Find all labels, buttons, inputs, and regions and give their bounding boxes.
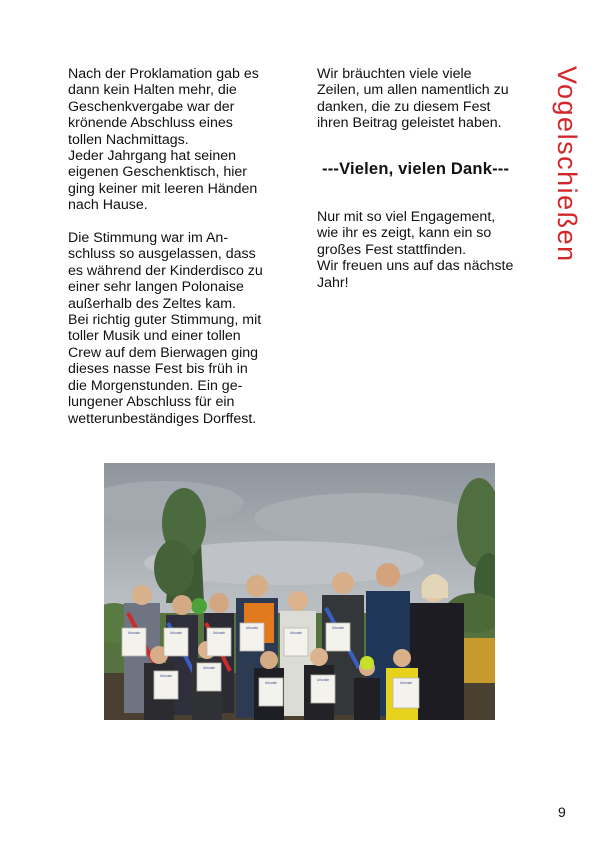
text-line: Jahr! — [317, 274, 349, 291]
text-line: Nur mit so viel Engagement, — [317, 209, 496, 225]
page-number: 9 — [558, 804, 566, 820]
text-line: danken, die zu diesem Fest — [317, 98, 491, 115]
text-line: ihren Beitrag geleistet haben. — [317, 115, 502, 132]
certificate-label: Urkunde — [212, 631, 226, 635]
text-line: die Morgenstunden. Ein ge- — [68, 377, 243, 394]
text-line: es während der Kinderdisco zu — [68, 262, 263, 279]
certificate-label: Urkunde — [169, 631, 183, 635]
text-line: Wir bräuchten viele viele — [317, 66, 472, 82]
text-line: krönende Abschluss eines — [68, 115, 233, 132]
text-line: außerhalb des Zeltes kam. — [68, 295, 236, 312]
text-line: wetterunbeständiges Dorffest. — [68, 410, 257, 427]
text-line: Jeder Jahrgang hat seinen — [68, 148, 237, 165]
certificate-label: Urkunde — [264, 681, 278, 685]
text-line: nach Hause. — [68, 197, 148, 214]
thanks-heading: ---Vielen, vielen Dank--- — [322, 160, 510, 178]
text-line: ging keiner mit leeren Händen — [68, 180, 258, 197]
text-line: Bei richtig guter Stimmung, mit — [68, 312, 262, 329]
certificate-label: Urkunde — [331, 626, 345, 630]
text-line: toller Musik und einer tollen — [68, 328, 241, 345]
text-line: einer sehr langen Polonaise — [68, 279, 244, 296]
certificate-label: Urkunde — [316, 678, 330, 682]
text-line: Geschenkvergabe war der — [68, 98, 235, 115]
certificate-label: Urkunde — [127, 631, 141, 635]
text-line: tollen Nachmittags. — [68, 131, 189, 148]
text-line: Crew auf dem Bierwagen ging — [68, 344, 259, 361]
text-line: Die Stimmung war im An- — [68, 230, 229, 247]
text-line: dieses nasse Fest bis früh in — [68, 361, 248, 378]
left-text-column — [68, 66, 293, 427]
certificate-label: Urkunde — [245, 626, 259, 630]
right-text-column-bottom — [317, 209, 542, 291]
text-line: wie ihr es zeigt, kann ein so — [317, 225, 492, 242]
text-line: Wir freuen uns auf das nächste — [317, 258, 514, 275]
text-line: großes Fest stattfinden. — [317, 241, 467, 258]
right-text-column — [317, 66, 542, 132]
certificate-label: Urkunde — [399, 681, 413, 685]
text-line: Nach der Proklamation gab es — [68, 66, 259, 82]
text-line: schluss so ausgelassen, dass — [68, 246, 256, 263]
certificate-label: Urkunde — [202, 666, 216, 670]
text-line: Zeilen, um allen namentlich zu — [317, 82, 509, 99]
side-title: Vogelschießen — [552, 66, 582, 263]
certificate-label: Urkunde — [159, 674, 173, 678]
certificate-label: Urkunde — [289, 631, 303, 635]
text-line: lungener Abschluss für ein — [68, 394, 235, 411]
text-line: eigenen Geschenktisch, hier — [68, 164, 248, 181]
group-photo — [104, 463, 495, 720]
text-line: dann kein Halten mehr, die — [68, 82, 237, 99]
